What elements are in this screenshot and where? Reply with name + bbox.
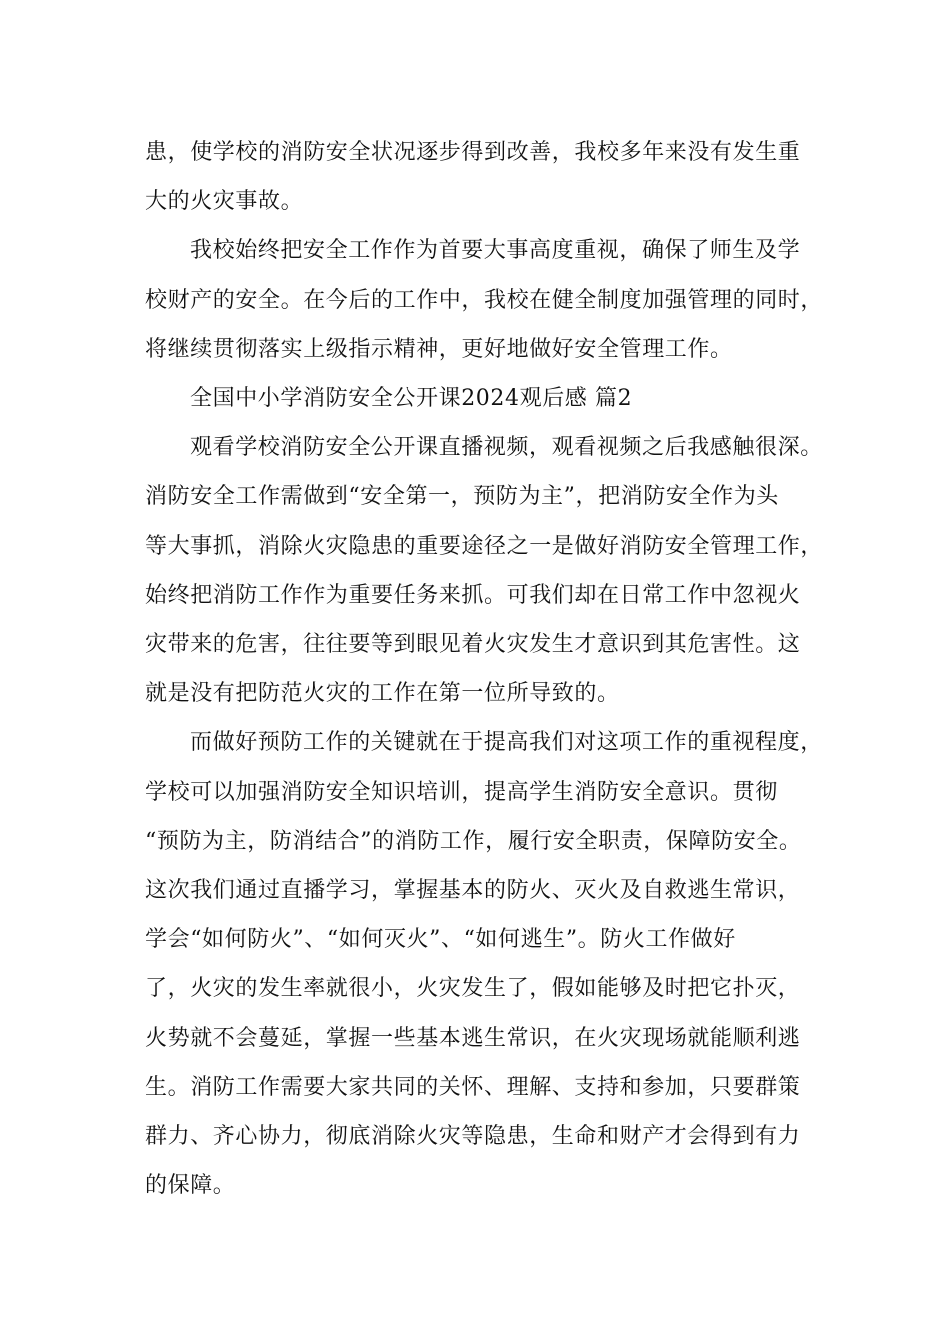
text-line: 消防安全工作需做到“安全第一，预防为主”，把消防安全作为头 <box>145 484 779 510</box>
text-line: 就是没有把防范火灾的工作在第一位所导致的。 <box>145 681 620 707</box>
text-line: 群力、齐心协力，彻底消除火灾等隐患，生命和财产才会得到有力 <box>145 1124 801 1150</box>
text-line: 等大事抓，消除火灾隐患的重要途径之一是做好消防安全管理工作， <box>145 533 824 559</box>
text-line: 灾带来的危害，往往要等到眼见着火灾发生才意识到其危害性。这 <box>145 632 801 658</box>
text-line: 了，火灾的发生率就很小，火灾发生了，假如能够及时把它扑灭， <box>145 976 801 1002</box>
section-heading: 全国中小学消防安全公开课2024观后感 篇2 <box>190 386 633 412</box>
text-line: 校财产的安全。在今后的工作中，我校在健全制度加强管理的同时， <box>145 287 824 313</box>
text-line: 生。消防工作需要大家共同的关怀、理解、支持和参加，只要群策 <box>145 1074 801 1100</box>
text-line: 大的火灾事故。 <box>145 189 304 215</box>
paragraph-prevention <box>145 718 825 1210</box>
text-line: “预防为主，防消结合”的消防工作，履行安全职责，保障防安全。 <box>145 828 802 854</box>
document-body <box>145 128 825 1210</box>
text-line: 这次我们通过直播学习，掌握基本的防火、灭火及自救逃生常识， <box>145 878 801 904</box>
text-line: 患，使学校的消防安全状况逐步得到改善，我校多年来没有发生重 <box>145 140 801 165</box>
paragraph-continuation <box>145 128 825 226</box>
paragraph-safety-priority <box>145 226 825 374</box>
text-line: 始终把消防工作作为重要任务来抓。可我们却在日常工作中忽视火 <box>145 582 801 608</box>
text-line: 而做好预防工作的关键就在于提高我们对这项工作的重视程度， <box>190 730 823 756</box>
text-line: 我校始终把安全工作作为首要大事高度重视，确保了师生及学 <box>190 238 801 264</box>
text-line: 火势就不会蔓延，掌握一些基本逃生常识，在火灾现场就能顺利逃 <box>145 1025 801 1051</box>
paragraph-watching-video <box>145 423 825 718</box>
text-line: 将继续贯彻落实上级指示精神，更好地做好安全管理工作。 <box>145 336 733 362</box>
text-line: 学会“如何防火”、“如何灭火”、“如何逃生”。防火工作做好 <box>145 927 736 953</box>
text-line: 的保障。 <box>145 1173 236 1199</box>
text-line: 学校可以加强消防安全知识培训，提高学生消防安全意识。贯彻 <box>145 779 778 805</box>
text-line: 观看学校消防安全公开课直播视频，观看视频之后我感触很深。 <box>190 435 823 461</box>
